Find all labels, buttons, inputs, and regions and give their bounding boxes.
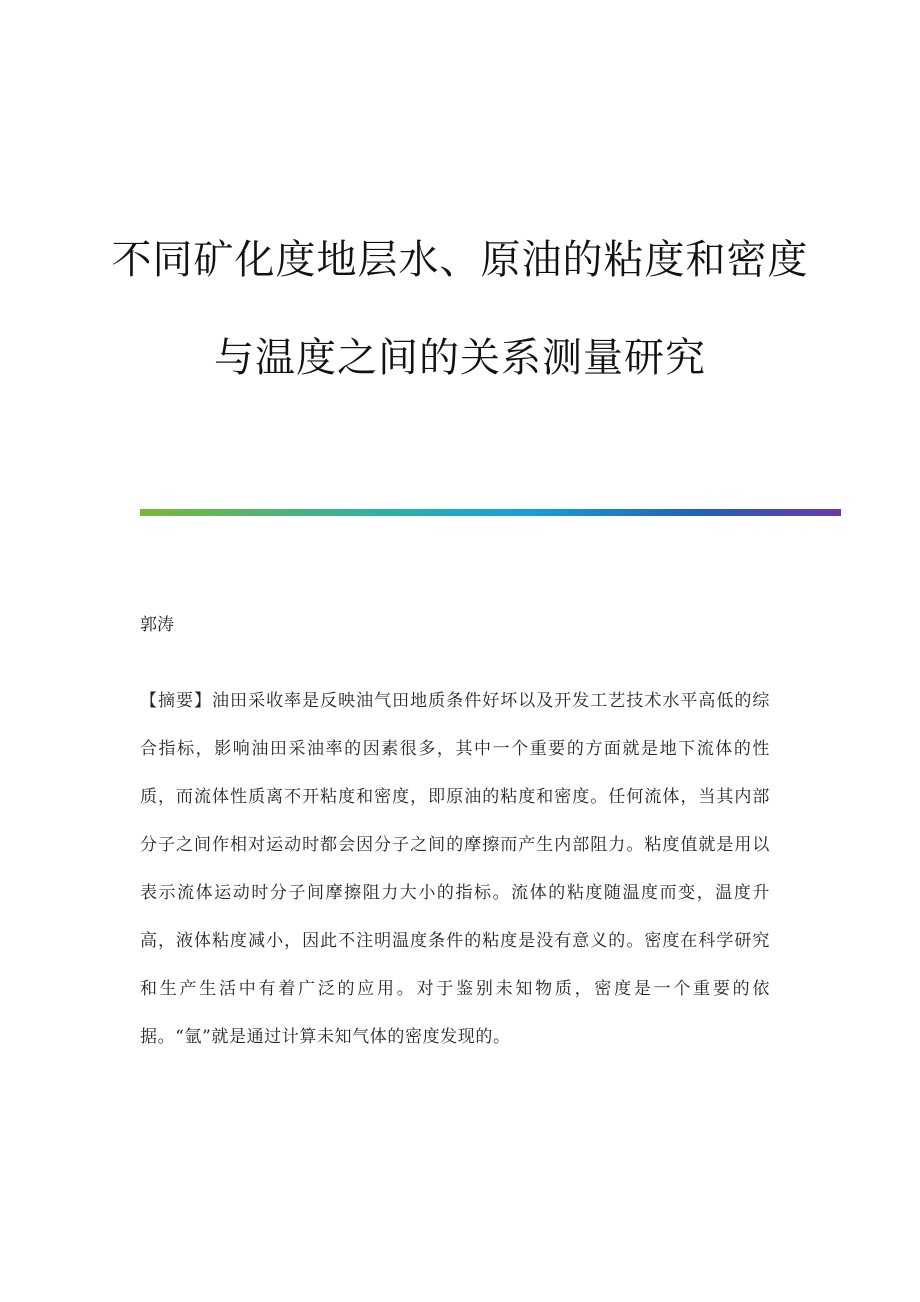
abstract-text: 油田采收率是反映油气田地质条件好坏以及开发工艺技术水平高低的综合指标，影响油田采油率的因素很多，其中一个重要的方面就是地下流体的性质，而流体性质离不开粘度和密度，即原油的粘度和密度。任何流体，当其内部分子之间作相对运动时都会因分子之间的摩擦而产生内部阻力。粘度值就是用以表示流体运动时分子间摩擦阻力大小的指标。流体的粘度随温度而变，温度升高，液体粘度减小，因此不注明温度条件的粘度是没有意义的。密度在科学研究和生产生活中有着广泛的应用。对于鉴别未知物质，密度是一个重要的依据。“氩”就是通过计算未知气体的密度发现的。: [140, 691, 770, 1047]
author-name: 郭涛: [140, 615, 174, 635]
abstract-label: 【摘要】: [140, 691, 213, 711]
abstract-paragraph: [140, 677, 770, 1061]
document-title-line-1: 不同矿化度地层水、原油的粘度和密度: [111, 237, 809, 283]
document-title-line-2: 与温度之间的关系测量研究: [214, 335, 706, 381]
title-divider: [140, 509, 841, 516]
